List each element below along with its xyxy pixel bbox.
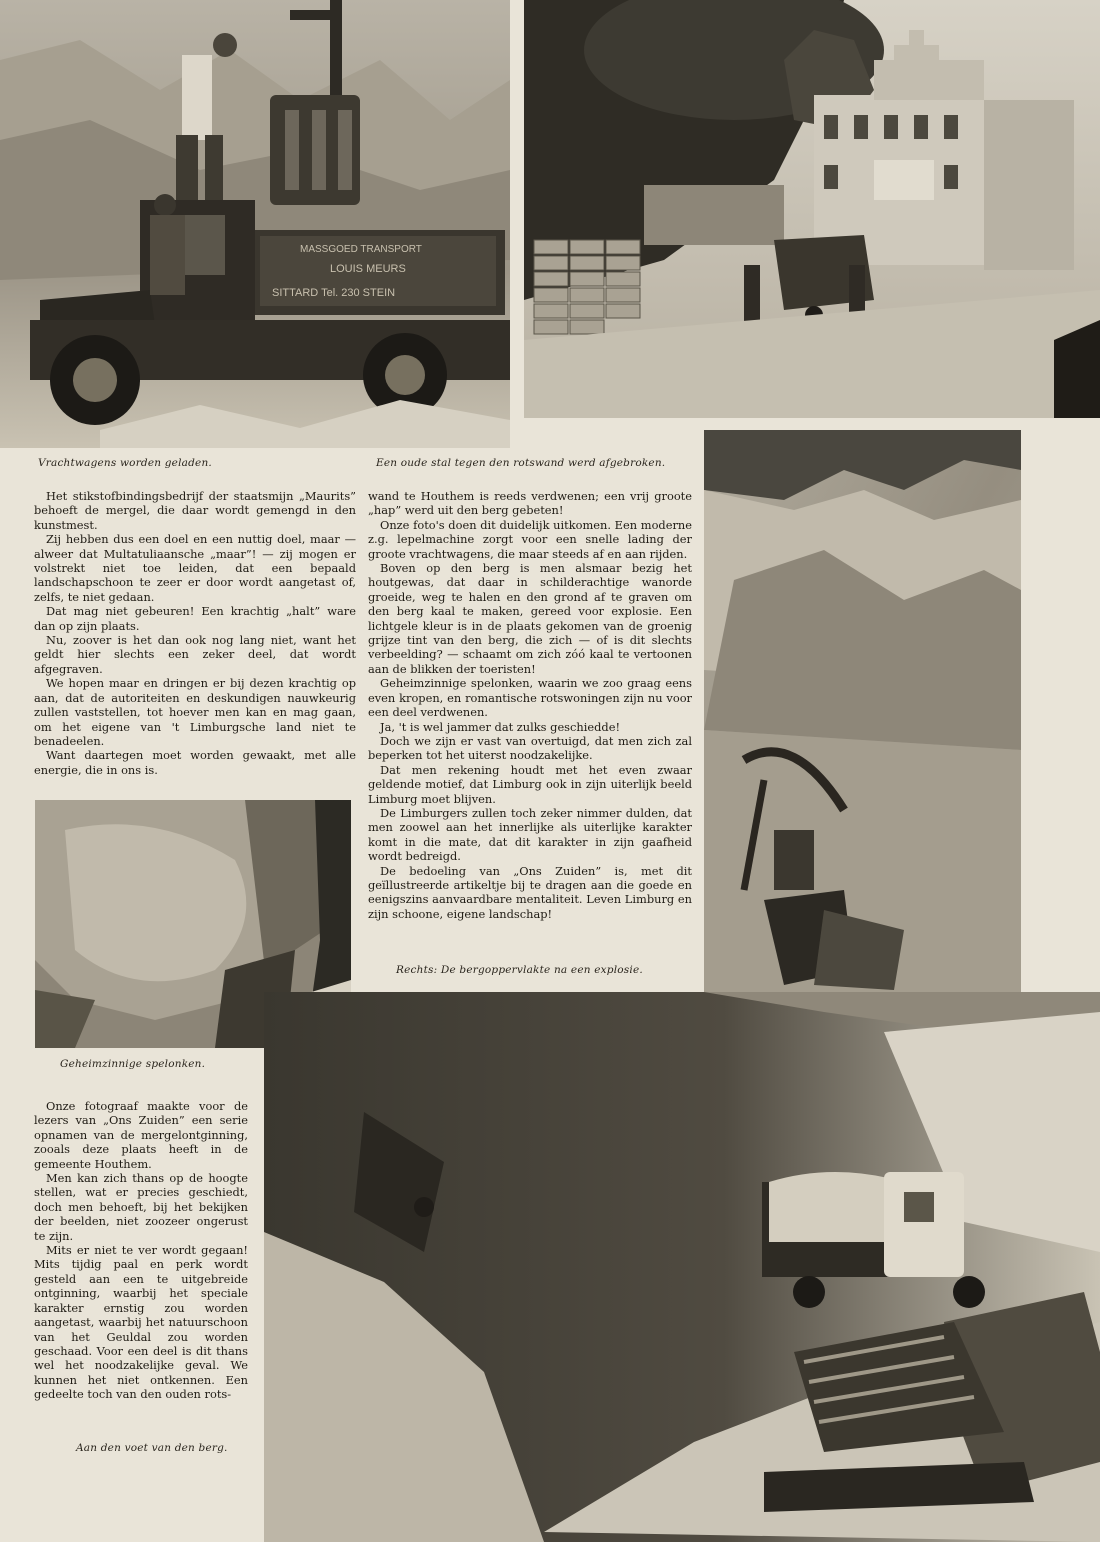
paragraph: Doch we zijn er vast van overtuigd, dat men zich zal beperken tot het uiterst noodzakelijke. <box>368 733 692 763</box>
truck-sign-line1: MASSGOED TRANSPORT <box>300 244 422 255</box>
paragraph: Het stikstofbindingsbedrijf der staatsmijn „Maurits” behoeft de mergel, die daar wordt gemengd in den kunstmest. <box>34 489 356 532</box>
caption-stable: Een oude stal tegen den rotswand werd afgebroken. <box>376 457 666 469</box>
photo-truck-loading <box>0 0 510 448</box>
truck-sign-line3: SITTARD Tel. 230 STEIN <box>272 287 396 299</box>
paragraph: Geheimzinnige spelonken, waarin we zoo graag eens even kropen, en romantische rotswoningen zijn nu voor een deel verdwenen. <box>368 676 692 720</box>
caption-trucks: Vrachtwagens worden geladen. <box>38 457 212 469</box>
text-column-lower-left <box>34 1099 248 1402</box>
paragraph: Dat men rekening houdt met het even zwaar geldende motief, dat Limburg ook in zijn uiterlijk beeld Limburg moet blijven. <box>368 762 692 806</box>
paragraph: Boven op den berg is men alsmaar bezig het houtgewas, dat daar in schilderachtige wanorde groeide, weg te halen en den grond af te graven om den berg kaal te maken, gereed voor explosie. Een lichtgele kleur is in de plaats gekomen van de groenig grijze tint van den berg, die zich — of is dit slechts verbeelding? — schaamt om zich zóó kaal te vertoonen aan de blikken der toeristen! <box>368 561 692 676</box>
paragraph: Mits er niet te ver wordt gegaan! Mits tijdig paal en perk wordt gesteld aan een te uitgebreide ontginning, waarbij het speciale karakter ernstig zou worden aangetast, waarbij het natuurschoon van het Geuldal zou worden geschaad. Voor een deel is dit thans wel het noodzakelijke geval. We kunnen het niet ontkennen. Een gedeelte toch van den ouden rots- <box>34 1243 248 1402</box>
truck-sign-line2: LOUIS MEURS <box>330 263 406 275</box>
paragraph: Men kan zich thans op de hoogte stellen, wat er precies geschiedt, doch men behoeft, bij het bekijken der beelden, niet zoozeer ongerust te zijn. <box>34 1171 248 1243</box>
paragraph: wand te Houthem is reeds verdwenen; een vrij groote „hap” werd uit den berg gebeten! <box>368 489 692 518</box>
paragraph: Want daartegen moet worden gewaakt, met alle energie, die in ons is. <box>34 748 356 777</box>
caption-explosion: Rechts: De bergoppervlakte na een explosie. <box>396 964 643 976</box>
paragraph: De Limburgers zullen toch zeker nimmer dulden, dat men zoowel aan het innerlijke als uiterlijke karakter komt in die mate, dat dit karakter in zijn gaafheid wordt bedreigd. <box>368 805 692 864</box>
photo-stable-demolished <box>524 0 1100 418</box>
paragraph: Zij hebben dus een doel en een nuttig doel, maar — alweer dat Multatuliaansche „maar”! — zij mogen er volstrekt niet toe leiden, dat een bepaald landschapschoon te zeer er door wordt aangetast of, zelfs, te niet gedaan. <box>34 532 356 604</box>
paragraph: Ja, 't is wel jammer dat zulks geschiedde! <box>380 719 621 734</box>
caption-caves: Geheimzinnige spelonken. <box>60 1058 206 1070</box>
photo-foot-of-mountain <box>264 992 1100 1542</box>
paragraph: Onze foto's doen dit duidelijk uitkomen. Een moderne z.g. lepelmachine zorgt voor een snelle lading der groote vrachtwagens, die maar steeds af en aan rijden. <box>368 517 692 561</box>
paragraph: Nu, zoover is het dan ook nog lang niet, want het geldt hier slechts een zeker deel, dat wordt afgegraven. <box>34 633 356 676</box>
paragraph: We hopen maar en dringen er bij dezen krachtig op aan, dat de autoriteiten en deskundigen nauwkeurig zullen vaststellen, tot hoever men kan en mag gaan, om het eigene van 't Limburgsche land niet te benadeelen. <box>34 676 356 748</box>
caption-foot: Aan den voet van den berg. <box>76 1442 228 1454</box>
paragraph: Onze fotograaf maakte voor de lezers van „Ons Zuiden” een serie opnamen van de mergelontginning, zooals deze plaats heeft in de gemeente Houthem. <box>34 1099 248 1171</box>
photo-mountain-explosion <box>704 430 1021 1008</box>
paragraph: De bedoeling van „Ons Zuiden” is, met dit geïllustreerde artikeltje bij te dragen aan die goede en eenigszins aanvaardbare mentaliteit. Leven Limburg en zijn schoone, eigene landschap! <box>368 863 692 921</box>
text-column-middle <box>368 489 692 921</box>
text-column-left <box>34 489 356 777</box>
paragraph: Dat mag niet gebeuren! Een krachtig „halt” ware dan op zijn plaats. <box>34 604 356 633</box>
